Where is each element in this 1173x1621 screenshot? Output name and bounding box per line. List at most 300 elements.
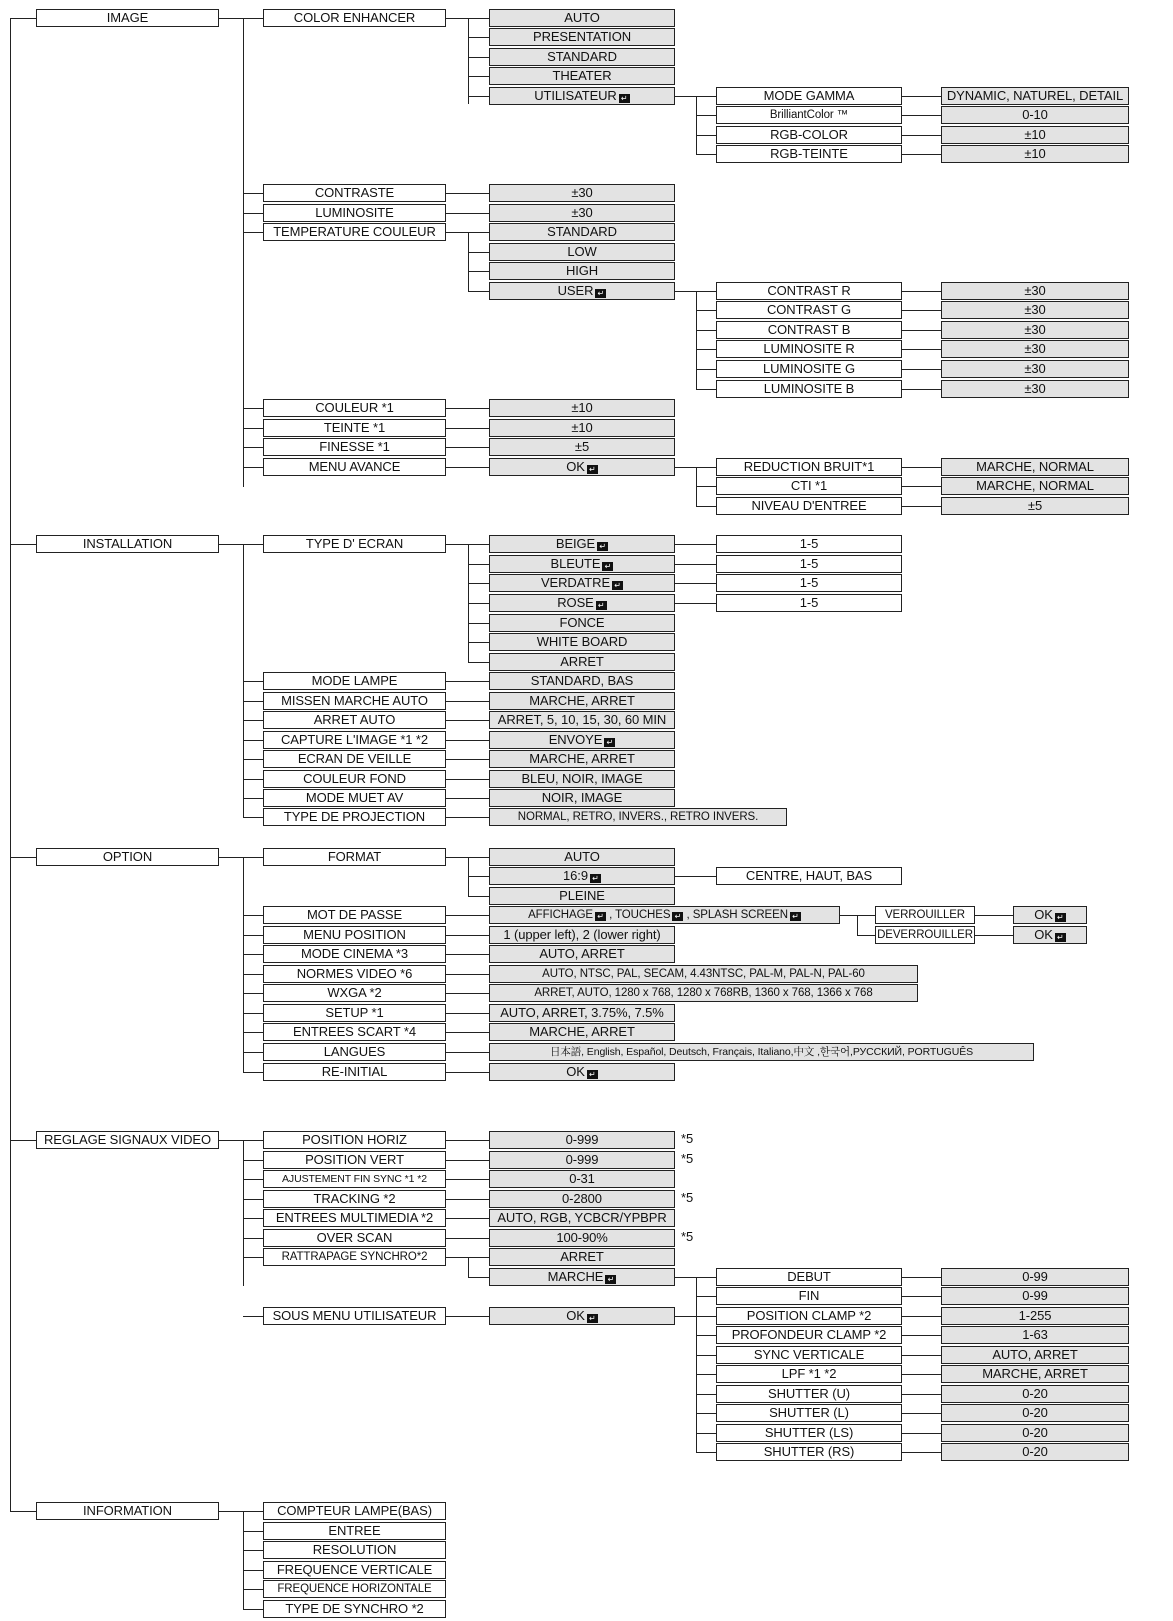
connector-line	[468, 252, 489, 253]
contraste	[263, 184, 446, 202]
connector-line	[696, 1296, 716, 1297]
value-range	[941, 1404, 1129, 1422]
option-setting-label: SETUP *1	[325, 1005, 384, 1020]
connector-line	[446, 544, 468, 545]
rattrapage-setting-label: FIN	[798, 1288, 820, 1303]
value-range	[489, 808, 787, 826]
sous-menu-setting	[716, 1346, 902, 1364]
connector-line	[243, 857, 263, 858]
value-range	[716, 594, 902, 612]
value-range-label: ±30	[1024, 361, 1046, 376]
connector-line	[219, 18, 243, 19]
contraste-label: CONTRASTE	[314, 185, 395, 200]
connector-line	[243, 1072, 263, 1073]
installation-setting	[263, 750, 446, 768]
connector-line	[446, 779, 489, 780]
connector-line	[446, 1199, 489, 1200]
connector-line	[243, 817, 263, 818]
type-ecran-label: TYPE D' ECRAN	[305, 536, 404, 551]
connector-line	[243, 1179, 263, 1180]
connector-line	[468, 623, 489, 624]
teinte-label: TEINTE *1	[323, 420, 386, 435]
value-range	[941, 321, 1129, 339]
value-range	[489, 984, 918, 1002]
color-enhancer-option	[489, 87, 675, 105]
teinte	[263, 419, 446, 437]
connector-line	[675, 603, 716, 604]
value-range-label: 1-5	[799, 536, 819, 551]
connector-line	[675, 467, 696, 468]
value-range-label: MARCHE, ARRET	[982, 1366, 1088, 1381]
ecran-option-label: ROSE	[557, 595, 594, 610]
connector-line	[902, 1413, 941, 1414]
connector-line	[468, 96, 489, 97]
connector-line	[243, 779, 263, 780]
advanced-setting-label: NIVEAU D'ENTREE	[751, 498, 867, 513]
connector-line	[696, 291, 716, 292]
connector-line	[675, 876, 716, 877]
connector-line	[857, 935, 875, 936]
option-setting-label: WXGA *2	[327, 985, 382, 1000]
connector-line	[468, 232, 489, 233]
connector-line	[902, 96, 941, 97]
connector-line	[468, 1257, 489, 1258]
value-range-label: 1-63	[1022, 1327, 1048, 1342]
enter-key-icon	[587, 1314, 598, 1323]
lock-option-label: DEVERROUILLER	[877, 929, 973, 941]
format-option-label: AUTO	[564, 849, 600, 864]
value-range	[716, 867, 902, 885]
connector-line	[902, 154, 941, 155]
rattrapage-setting	[716, 1268, 902, 1286]
connector-line	[468, 662, 489, 663]
value-range	[489, 1043, 1034, 1061]
temperature-option-label: USER	[557, 283, 594, 298]
category-installation	[36, 535, 219, 553]
ecran-option	[489, 653, 675, 671]
ecran-option	[489, 574, 675, 592]
value-range	[489, 945, 675, 963]
ecran-option	[489, 555, 675, 573]
temperature-option-label: LOW	[567, 244, 597, 259]
value-range	[489, 1151, 675, 1169]
value-range-label: ±30	[1024, 381, 1046, 396]
value-range-label: DYNAMIC, NATUREL, DETAIL	[946, 88, 1124, 103]
connector-line	[10, 1140, 36, 1141]
connector-line	[468, 876, 489, 877]
connector-line	[243, 954, 263, 955]
category-image	[36, 9, 219, 27]
value-range-label: 0-2800	[562, 1191, 602, 1206]
enter-key-icon	[595, 289, 606, 298]
value-range	[716, 555, 902, 573]
connector-line	[446, 974, 489, 975]
installation-setting-label: CAPTURE L'IMAGE *1 *2	[280, 732, 429, 747]
rattrapage-synchro	[263, 1248, 446, 1266]
connector-line	[446, 1013, 489, 1014]
value-range	[941, 301, 1129, 319]
ecran-option	[489, 594, 675, 612]
option-setting-label: NORMES VIDEO *6	[296, 966, 413, 981]
connector-line	[696, 135, 716, 136]
sous-menu-setting-label: SHUTTER (RS)	[763, 1444, 855, 1459]
connector-line	[446, 213, 489, 214]
connector-line	[468, 1257, 469, 1277]
rattrapage-option-label: MARCHE	[547, 1269, 604, 1284]
sous-menu-setting-label: LPF *1 *2	[781, 1366, 837, 1381]
sous-menu-setting-label: SHUTTER (LS)	[764, 1425, 854, 1440]
connector-line	[675, 544, 716, 545]
value-range	[489, 711, 675, 729]
value-range-label: ±30	[1024, 302, 1046, 317]
connector-line	[243, 1609, 263, 1610]
value-range-label: ARRET, AUTO, 1280 x 768, 1280 x 768RB, 1360 x 768, 1366 x 768	[534, 987, 873, 999]
sous-menu-setting-label: PROFONDEUR CLAMP *2	[731, 1327, 887, 1342]
option-setting	[263, 945, 446, 963]
information-item	[263, 1541, 446, 1559]
option-setting	[263, 1004, 446, 1022]
connector-line	[243, 798, 263, 799]
connector-line	[902, 1316, 941, 1317]
installation-setting	[263, 770, 446, 788]
value-range	[489, 438, 675, 456]
utilisateur-rgb_color	[716, 126, 902, 144]
connector-line	[10, 18, 36, 19]
value-range-label: AUTO, ARRET, 3.75%, 7.5%	[500, 1005, 664, 1020]
connector-line	[446, 232, 468, 233]
sous-menu-setting-label: SHUTTER (U)	[768, 1386, 850, 1401]
connector-line	[975, 915, 1013, 916]
installation-setting	[263, 808, 446, 826]
value-range	[941, 1346, 1129, 1364]
color-enhancer-option	[489, 9, 675, 27]
connector-line	[243, 1199, 263, 1200]
value-range-label: MARCHE, ARRET	[529, 693, 635, 708]
temperature-option	[489, 223, 675, 241]
user-setting-label: CONTRAST B	[767, 322, 851, 337]
connector-line	[243, 1032, 263, 1033]
option-setting-label: MODE CINEMA *3	[301, 946, 408, 961]
connector-line	[243, 467, 263, 468]
value-range	[489, 731, 675, 749]
user-setting	[716, 301, 902, 319]
format-option-label: PLEINE	[559, 888, 605, 903]
video-setting-label: OVER SCAN	[316, 1230, 393, 1245]
ecran-option-label: FONCE	[559, 615, 605, 630]
connector-line	[696, 1413, 716, 1414]
value-range	[489, 399, 675, 417]
information-item-label: ENTREE	[328, 1523, 381, 1538]
value-range-label: ±10	[571, 420, 593, 435]
connector-line	[243, 232, 263, 233]
value-range-label: ±30	[1024, 322, 1046, 337]
user-setting	[716, 340, 902, 358]
user-setting-label: LUMINOSITE B	[763, 381, 855, 396]
utilisateur-brilliant-label: BrilliantColor ™	[769, 109, 849, 121]
connector-line	[243, 740, 263, 741]
connector-line	[243, 1589, 263, 1590]
value-range-label: AUTO, ARRET	[992, 1347, 1078, 1362]
value-range-label: 0-999	[565, 1132, 599, 1147]
value-range-label: 1 (upper left), 2 (lower right)	[503, 927, 661, 942]
connector-line	[243, 681, 263, 682]
sous-menu-setting	[716, 1443, 902, 1461]
connector-line	[446, 1179, 489, 1180]
value-range-label: 0-999	[565, 1152, 599, 1167]
connector-line	[10, 544, 36, 545]
value-range	[941, 1287, 1129, 1305]
connector-line	[902, 349, 941, 350]
category-information	[36, 1502, 219, 1520]
connector-line	[857, 915, 875, 916]
information-item-label: TYPE DE SYNCHRO *2	[285, 1601, 424, 1616]
user-setting-label: LUMINOSITE R	[763, 341, 855, 356]
ok-button-label: OK	[566, 1308, 585, 1323]
connector-line	[902, 369, 941, 370]
value-range-label: CENTRE, HAUT, BAS	[745, 868, 873, 883]
value-range-label: STANDARD, BAS	[530, 673, 634, 688]
connector-line	[446, 701, 489, 702]
value-range	[489, 965, 918, 983]
advanced-setting-label: CTI *1	[790, 478, 828, 493]
connector-line	[902, 1296, 941, 1297]
information-item	[263, 1502, 446, 1520]
value-range-label: 0-10	[1022, 107, 1048, 122]
sous-menu-setting	[716, 1385, 902, 1403]
value-range-label: AUTO, ARRET	[539, 946, 625, 961]
temperature-couleur-label: TEMPERATURE COULEUR	[273, 224, 436, 239]
connector-line	[902, 1433, 941, 1434]
value-range-label: BLEU, NOIR, IMAGE	[521, 771, 643, 786]
connector-line	[468, 76, 489, 77]
connector-line	[468, 291, 489, 292]
value-range	[941, 126, 1129, 144]
value-range	[489, 1131, 675, 1149]
connector-line	[446, 857, 468, 858]
option-setting-label: ENTREES SCART *4	[293, 1024, 416, 1039]
connector-line	[243, 1140, 244, 1286]
connector-line	[468, 896, 489, 897]
connector-line	[696, 467, 716, 468]
ecran-option	[489, 614, 675, 632]
connector-line	[446, 467, 489, 468]
connector-line	[902, 291, 941, 292]
format-option-label: 16:9	[563, 868, 588, 883]
value-range	[489, 750, 675, 768]
connector-line	[468, 544, 489, 545]
video-setting-label: POSITION VERT	[305, 1152, 404, 1167]
value-range	[489, 1209, 675, 1227]
connector-line	[219, 544, 243, 545]
installation-setting	[263, 731, 446, 749]
value-range-label: MARCHE, ARRET	[529, 1024, 635, 1039]
connector-line	[446, 193, 489, 194]
sous-menu-setting-label: SHUTTER (L)	[769, 1405, 849, 1420]
connector-line	[675, 1277, 696, 1278]
connector-line	[468, 857, 489, 858]
connector-line	[902, 1394, 941, 1395]
connector-line	[446, 1072, 489, 1073]
information-item	[263, 1522, 446, 1540]
format-option	[489, 887, 675, 905]
sous-menu-setting	[716, 1365, 902, 1383]
color-enhancer	[263, 9, 446, 27]
value-range-label: 1-5	[799, 595, 819, 610]
mot-de-passe-label: MOT DE PASSE	[306, 907, 403, 922]
connector-line	[696, 1277, 697, 1296]
connector-line	[902, 1374, 941, 1375]
connector-line	[696, 291, 697, 389]
connector-line	[696, 369, 716, 370]
connector-line	[243, 1570, 263, 1571]
ok-button	[1013, 906, 1087, 924]
connector-line	[446, 1032, 489, 1033]
connector-line	[219, 1511, 243, 1512]
video-setting	[263, 1190, 446, 1208]
installation-setting-label: MODE MUET AV	[305, 790, 404, 805]
advanced-setting	[716, 458, 902, 476]
enter-key-icon	[596, 601, 607, 610]
format	[263, 848, 446, 866]
value-range	[489, 1170, 675, 1188]
password-option-label: , TOUCHES	[606, 909, 671, 921]
sous-menu-setting-label: POSITION CLAMP *2	[746, 1308, 872, 1323]
menu-avance	[263, 458, 446, 476]
finesse-label: FINESSE *1	[319, 439, 390, 454]
mot-de-passe	[263, 906, 446, 924]
connector-line	[696, 1335, 716, 1336]
connector-line	[243, 18, 244, 487]
connector-line	[902, 389, 941, 390]
user-setting	[716, 380, 902, 398]
connector-line	[696, 115, 716, 116]
connector-line	[696, 96, 697, 154]
connector-line	[243, 1531, 263, 1532]
rattrapage-setting	[716, 1287, 902, 1305]
connector-line	[696, 1452, 716, 1453]
category-video-label: REGLAGE SIGNAUX VIDEO	[44, 1132, 211, 1147]
user-setting	[716, 282, 902, 300]
rattrapage-setting-label: DEBUT	[787, 1269, 831, 1284]
option-setting-label: MENU POSITION	[303, 927, 406, 942]
value-range-label: ±5	[1027, 498, 1043, 513]
color-enhancer-option	[489, 48, 675, 66]
value-range-label: NOIR, IMAGE	[541, 790, 623, 805]
user-setting-label: CONTRAST R	[767, 283, 851, 298]
video-setting-label: TRACKING *2	[313, 1191, 396, 1206]
connector-line	[902, 506, 941, 507]
connector-line	[446, 954, 489, 955]
connector-line	[446, 1218, 489, 1219]
utilisateur-rgb_color-label: RGB-COLOR	[770, 127, 848, 142]
installation-setting	[263, 789, 446, 807]
sous-menu-setting	[716, 1326, 902, 1344]
rattrapage-option	[489, 1268, 675, 1286]
utilisateur-gamma	[716, 87, 902, 105]
value-range-label: ±30	[1024, 341, 1046, 356]
luminosite-label: LUMINOSITE	[315, 205, 394, 220]
connector-line	[243, 1140, 263, 1141]
connector-line	[10, 18, 11, 1511]
advanced-setting	[716, 477, 902, 495]
video-setting-label: AJUSTEMENT FIN SYNC *1 *2	[282, 1173, 427, 1185]
password-option-label: AFFICHAGE	[528, 909, 593, 921]
value-range	[941, 1424, 1129, 1442]
option-setting	[263, 1063, 446, 1081]
connector-line	[219, 857, 243, 858]
value-range	[489, 672, 675, 690]
value-range	[489, 926, 675, 944]
enter-key-icon	[587, 1070, 598, 1079]
connector-line	[902, 1452, 941, 1453]
option-setting	[263, 965, 446, 983]
temperature-option	[489, 243, 675, 261]
temperature-option-label: STANDARD	[547, 224, 617, 239]
enter-key-icon	[602, 562, 613, 571]
connector-line	[468, 37, 489, 38]
value-range	[941, 360, 1129, 378]
connector-line	[902, 1355, 941, 1356]
connector-line	[243, 701, 263, 702]
connector-line	[243, 18, 263, 19]
footnote-mark: *5	[681, 1190, 694, 1205]
connector-line	[243, 935, 263, 936]
connector-line	[446, 1316, 489, 1317]
rattrapage-synchro-label: RATTRAPAGE SYNCHRO*2	[281, 1251, 428, 1263]
connector-line	[10, 1511, 36, 1512]
value-range-label: MARCHE, ARRET	[529, 751, 635, 766]
connector-line	[675, 96, 696, 97]
enter-key-icon	[604, 738, 615, 747]
connector-line	[243, 1316, 263, 1317]
connector-line	[446, 428, 489, 429]
connector-line	[243, 447, 263, 448]
installation-setting-label: TYPE DE PROJECTION	[283, 809, 426, 824]
utilisateur-brilliant	[716, 106, 902, 124]
installation-setting	[263, 672, 446, 690]
connector-line	[446, 408, 489, 409]
value-range-label: ±5	[574, 439, 590, 454]
value-range-label: ENVOYE	[548, 732, 603, 747]
installation-setting-label: MODE LAMPE	[311, 673, 398, 688]
value-range-label: ±10	[571, 400, 593, 415]
luminosite	[263, 204, 446, 222]
connector-line	[468, 57, 489, 58]
connector-line	[696, 310, 716, 311]
password-option-label: , SPLASH SCREEN	[683, 909, 788, 921]
footnote-mark: *5	[681, 1151, 694, 1166]
category-information-label: INFORMATION	[83, 1503, 172, 1518]
ecran-option-label: BEIGE	[555, 536, 596, 551]
connector-line	[243, 1257, 263, 1258]
connector-line	[446, 1257, 468, 1258]
connector-line	[446, 447, 489, 448]
value-range-label: ±10	[1024, 146, 1046, 161]
video-setting	[263, 1131, 446, 1149]
connector-line	[446, 1238, 489, 1239]
sous-menu-setting	[716, 1404, 902, 1422]
connector-line	[696, 506, 716, 507]
installation-setting-label: ARRET AUTO	[313, 712, 396, 727]
format-option	[489, 848, 675, 866]
video-setting-label: POSITION HORIZ	[302, 1132, 407, 1147]
enter-key-icon	[590, 874, 601, 883]
connector-line	[446, 720, 489, 721]
connector-line	[243, 993, 263, 994]
category-image-label: IMAGE	[106, 10, 149, 25]
value-range	[941, 282, 1129, 300]
enter-key-icon	[587, 465, 598, 474]
